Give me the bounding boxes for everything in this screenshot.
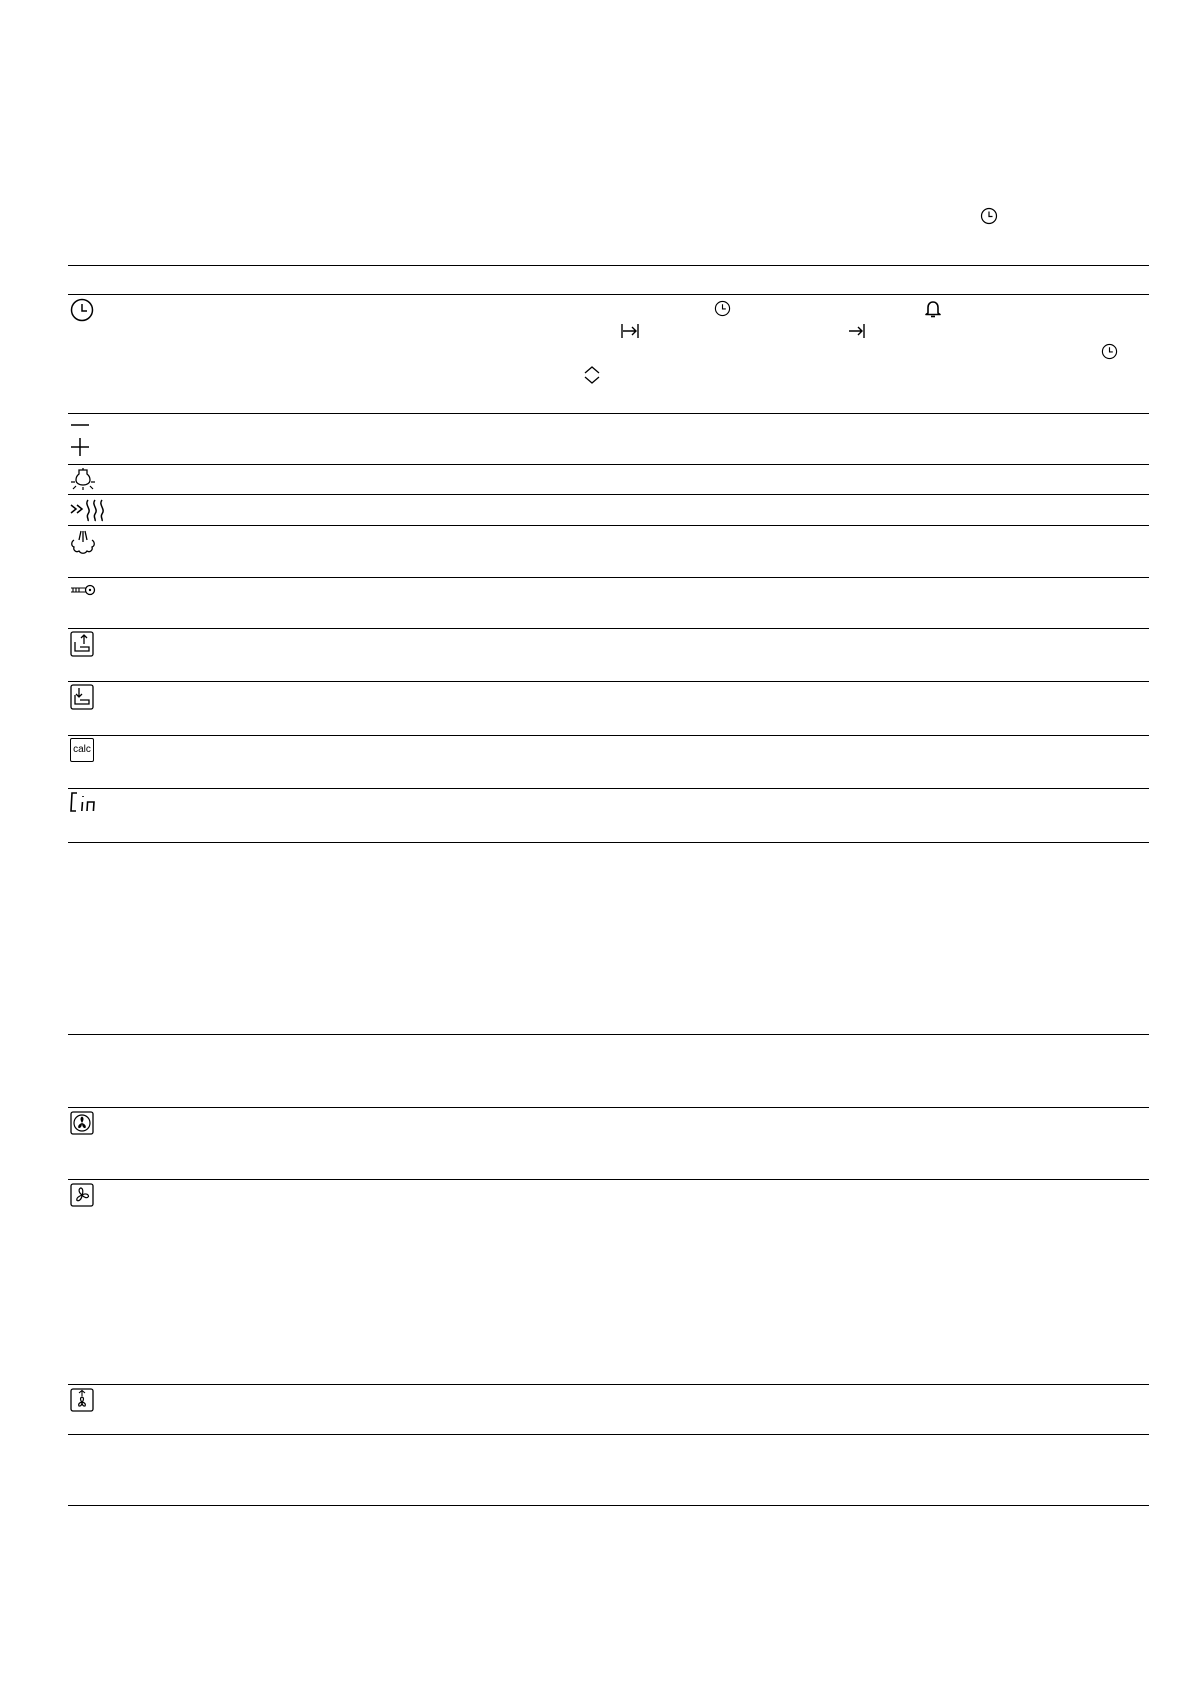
table-header-rule bbox=[68, 1107, 1149, 1108]
plus-icon bbox=[70, 437, 90, 457]
clock-icon bbox=[980, 207, 998, 225]
row-rule bbox=[68, 1384, 1149, 1385]
row-rule bbox=[68, 494, 1149, 495]
clock-icon bbox=[1101, 343, 1118, 360]
calc-icon bbox=[70, 738, 94, 762]
rapid-heat-icon bbox=[69, 497, 113, 523]
row-rule bbox=[68, 413, 1149, 414]
table-top-rule bbox=[68, 1034, 1149, 1035]
row-rule bbox=[68, 735, 1149, 736]
fan-eco-icon bbox=[70, 1183, 94, 1207]
table-header-rule bbox=[68, 294, 1149, 295]
row-rule bbox=[68, 628, 1149, 629]
water-tank-insert-icon bbox=[70, 684, 94, 710]
light-bulb-icon bbox=[70, 467, 96, 491]
fan-steam-icon bbox=[70, 1388, 94, 1412]
calc-label: calc bbox=[73, 744, 91, 755]
table-bottom-rule bbox=[68, 1505, 1149, 1506]
table-top-rule bbox=[68, 265, 1149, 266]
clean-display-icon bbox=[70, 791, 104, 813]
row-rule bbox=[68, 1434, 1149, 1435]
water-tank-remove-icon bbox=[70, 631, 94, 657]
key-icon bbox=[70, 583, 96, 597]
end-time-icon bbox=[848, 322, 866, 340]
row-rule bbox=[68, 577, 1149, 578]
duration-icon bbox=[620, 322, 640, 340]
clock-icon bbox=[714, 300, 731, 317]
fan-icon bbox=[70, 1111, 94, 1135]
minus-icon bbox=[70, 420, 90, 430]
row-rule bbox=[68, 788, 1149, 789]
up-down-chevron-icon bbox=[583, 365, 601, 385]
row-rule bbox=[68, 1179, 1149, 1180]
row-rule bbox=[68, 681, 1149, 682]
clock-icon bbox=[70, 298, 94, 322]
row-rule bbox=[68, 464, 1149, 465]
bell-icon bbox=[924, 299, 942, 319]
row-rule bbox=[68, 525, 1149, 526]
steam-icon bbox=[69, 528, 97, 554]
table-bottom-rule bbox=[68, 842, 1149, 843]
